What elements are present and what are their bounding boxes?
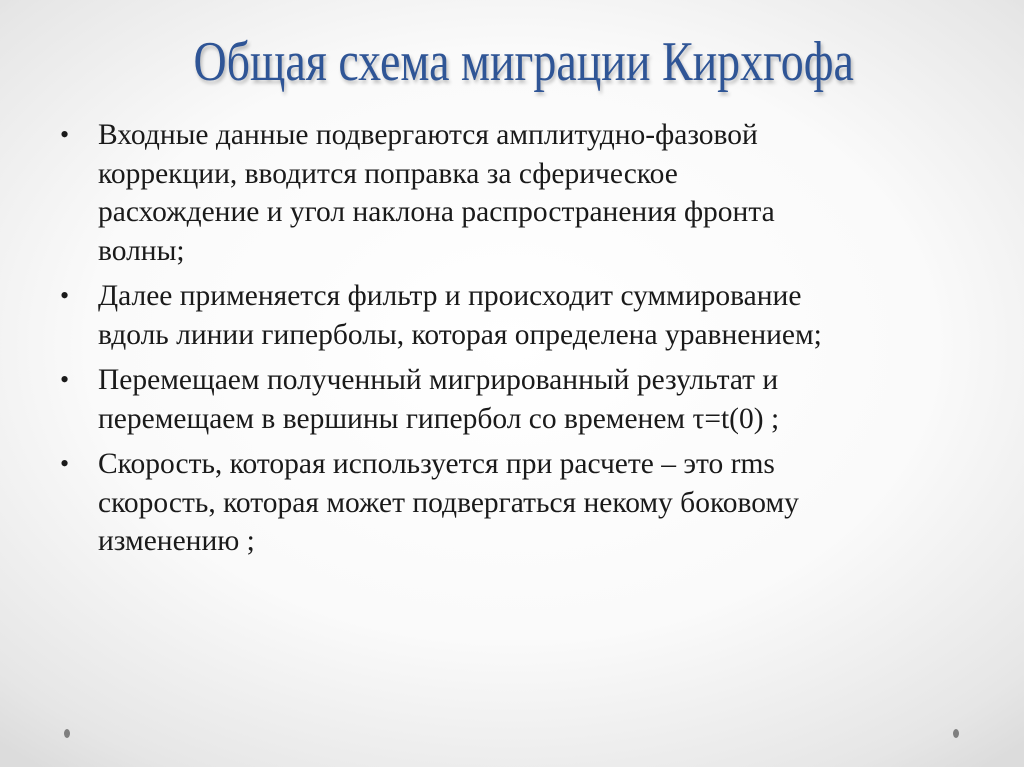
bullet-icon: • (60, 365, 70, 394)
bullet-item (60, 116, 960, 270)
bullet-item (60, 361, 960, 438)
slide-title (0, 24, 1024, 100)
corner-dot-right (953, 729, 959, 738)
bullet-text-line: коррекции, вводится поправка за сферическое (98, 157, 678, 190)
bullet-text-line: перемещаем в вершины гипербол со временем τ=t(0) ; (98, 402, 780, 435)
bullet-icon: • (60, 281, 70, 310)
slide-title-text: Общая схема миграции Кирхгофа (193, 31, 855, 93)
bullet-text-line: Перемещаем полученный мигрированный результат и (98, 364, 779, 396)
bullet-text-line: скорость, которая может подвергаться некому боковому (98, 486, 799, 519)
bullet-text-line: изменению ; (98, 525, 255, 557)
bullet-icon: • (60, 120, 70, 149)
bullet-item (60, 445, 960, 561)
bullet-text-line: вдоль линии гиперболы, которая определена уравнением; (98, 318, 822, 351)
bullet-icon: • (60, 449, 70, 478)
bullet-item (60, 277, 960, 354)
bullet-text-line: Далее применяется фильтр и происходит суммирование (98, 280, 802, 312)
bullet-text-line: волны; (98, 234, 185, 267)
bullet-text-line: Входные данные подвергаются амплитудно-фазовой (98, 119, 758, 151)
corner-dot-left (64, 729, 70, 738)
bullet-text-line: Скорость, которая используется при расчете – это rms (98, 448, 775, 480)
bullet-list (60, 116, 960, 568)
bullet-text-line: расхождение и угол наклона распространения фронта (98, 196, 775, 228)
